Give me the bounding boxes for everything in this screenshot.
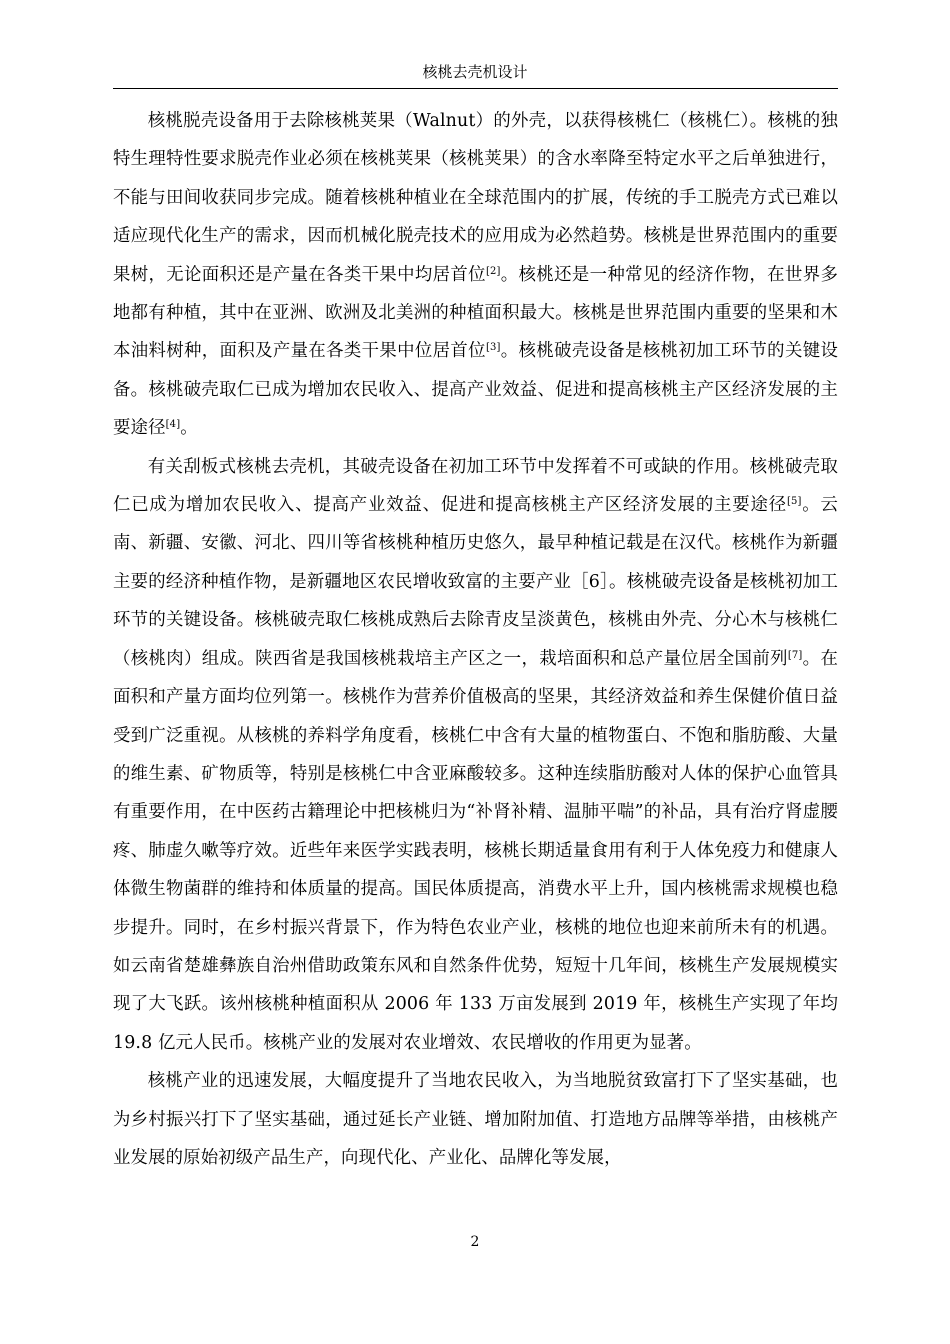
running-header-title: 核桃去壳机设计 xyxy=(422,63,528,81)
citation-ref: [5] xyxy=(786,496,802,508)
paragraph-3 xyxy=(113,1062,838,1177)
citation-ref: [2] xyxy=(485,265,501,277)
text-run: 。 xyxy=(180,418,198,439)
header-divider xyxy=(113,88,838,89)
citation-ref: [7] xyxy=(787,649,803,661)
text-run: 。在面积和产量方面均位列第一。核桃作为营养价值极高的坚果，其经济效益和养生保健价值日益受到广泛重视。从核桃的养料学角度看，核桃仁中含有大量的植物蛋白、不饱和脂肪酸、大量的维生素、矿物质等，特别是核桃仁中含亚麻酸较多。这种连续脂肪酸对人体的保护心血管具有重要作用，在中医药古籍理论中把核桃归为“补肾补精、温肺平喘”的补品，具有治疗肾虚腰疼、肺虚久嗽等疗效。近些年来医学实践表明，核桃长期适量食用有利于人体免疫力和健康人体微生物菌群的维持和体质量的提高。国民体质提高，消费水平上升，国内核桃需求规模也稳步提升。同时，在乡村振兴背景下，作为特色农业产业，核桃的地位也迎来前所未有的机遇。如云南省楚雄彝族自治州借助政策东风和自然条件优势，短短十几年间，核桃生产发展规模实现了大飞跃。该州核桃种植面积从 2006 年 133 万亩发展到 2019 年，核桃生产实现了年均 19.8 亿元人民币。核桃产业的发展对农业增效、农民增收的作用更为显著。 xyxy=(113,648,838,1053)
citation-ref: [3] xyxy=(485,342,501,354)
text-run: 。云南、新疆、安徽、河北、四川等省核桃种植历史悠久，最早种植记载是在汉代。核桃作为新疆主要的经济种植作物，是新疆地区农民增收致富的主要产业［6］。核桃破壳设备是核桃初加工环节的关键设备。核桃破壳取仁核桃成熟后去除青皮呈淡黄色，核桃由外壳、分心木与核桃仁（核桃肉）组成。陕西省是我国核桃栽培主产区之一，栽培面积和总产量位居全国前列 xyxy=(113,495,838,669)
text-run: 。核桃还是一种常见的经济作物，在世界多地都有种植，其中在亚洲、欧洲及北美洲的种植面积最大。核桃是世界范围内重要的坚果和木本油料树种，面积及产量在各类干果中位居首位 xyxy=(113,264,839,362)
page-number: 2 xyxy=(470,1234,480,1250)
text-run: 。核桃破壳设备是核桃初加工环节的关键设备。核桃破壳取仁已成为增加农民收入、提高产业效益、促进和提高核桃主产区经济发展的主要途径 xyxy=(113,341,839,439)
text-run: 核桃产业的迅速发展，大幅度提升了当地农民收入，为当地脱贫致富打下了坚实基础，也为乡村振兴打下了坚实基础，通过延长产业链、增加附加值、打造地方品牌等举措，由核桃产业发展的原始初级产品生产，向现代化、产业化、品牌化等发展， xyxy=(113,1071,838,1168)
paragraph-1 xyxy=(113,102,838,448)
body-text xyxy=(113,102,838,1177)
paragraph-2 xyxy=(113,448,838,1063)
text-run: 核桃脱壳设备用于去除核桃荚果（Walnut）的外壳，以获得核桃仁（核桃仁）。核桃的独特生理特性要求脱壳作业必须在核桃荚果（核桃荚果）的含水率降至特定水平之后单独进行，不能与田间收获同步完成。随着核桃种植业在全球范围内的扩展，传统的手工脱壳方式已难以适应现代化生产的需求，因而机械化脱壳技术的应用成为必然趋势。核桃是世界范围内的重要果树，无论面积还是产量在各类干果中均居首位 xyxy=(113,111,838,285)
citation-ref: [4] xyxy=(165,419,181,431)
text-run: 有关刮板式核桃去壳机，其破壳设备在初加工环节中发挥着不可或缺的作用。核桃破壳取仁已成为增加农民收入、提高产业效益、促进和提高核桃主产区经济发展的主要途径 xyxy=(113,456,838,516)
